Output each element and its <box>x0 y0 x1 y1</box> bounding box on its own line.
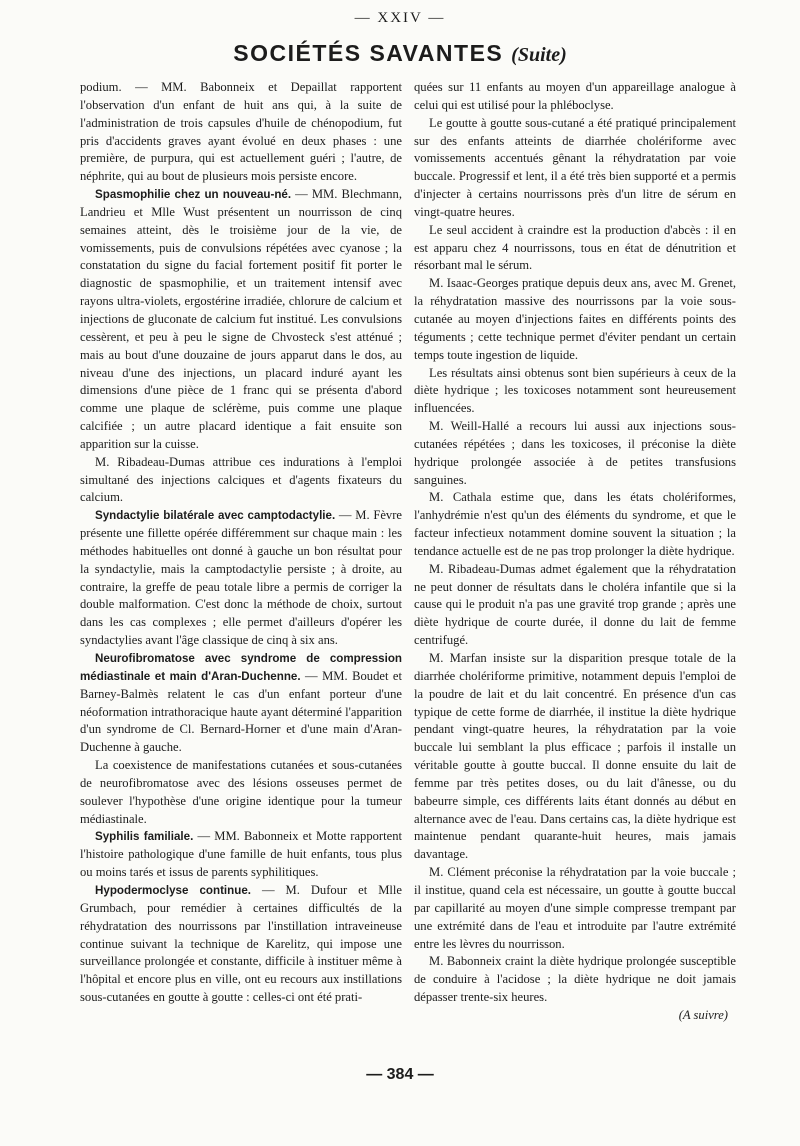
article-paragraph <box>80 507 402 650</box>
article-text: La coexistence de manifestations cutanées et sous-cutanées de neurofibromatose avec des lésions osseuses permet de soulever l'hypothèse d'une origine identique pour la tumeur médiastinale. <box>80 758 402 826</box>
article-paragraph: M. Cathala estime que, dans les états cholériformes, l'anhydrémie n'est qu'un des éléments du syndrome, et que le facteur infectieux notamment domine souvent la situation ; la tendance actuelle est de ne pas trop prolonger la diète hydrique. <box>414 490 736 558</box>
article-paragraph: quées sur 11 enfants au moyen d'un appareillage analogue à celui qui est utilisé pour la phléboclyse. <box>414 80 736 112</box>
left-column <box>80 79 402 1007</box>
article-paragraph <box>80 828 402 882</box>
article-text: — M. Fèvre présente une fillette opérée différemment sur chaque main : les méthodes habituelles ont donné à gauche un bon résultat pour la syndactylie, mais la camptodactylie persiste ; à droite, au contraire, la greffe de peau totale libre a permis de corriger la double malformation. C'est donc la méthode de choix, surtout dans les cas complexes ; elle permet d'ailleurs d'opérer les syndactylies avant l'âge classique de cinq à six ans. <box>80 508 402 648</box>
article-paragraph <box>80 186 402 454</box>
article-paragraph: M. Clément préconise la réhydratation par la voie buccale ; il institue, quand cela est nécessaire, un goutte à goutte buccal par capillarité au moyen d'une simple compresse trempant par une extrémité dans de l'eau et introduite par l'autre extrémité entre les lèvres du nourrisson. <box>414 865 736 951</box>
right-column <box>414 79 736 1025</box>
article-paragraph <box>80 79 402 186</box>
section-title: SOCIÉTÉS SAVANTES <box>233 40 504 66</box>
article-title: Hypodermoclyse continue. <box>95 883 251 897</box>
article-title: Syndactylie bilatérale avec camptodactylie. <box>95 509 336 523</box>
article-text: — MM. Boudet et Barney-Balmès relatent le cas d'un enfant porteur d'une néoformation intrathoracique haute ayant déterminé l'apparition d'un syndrome de Cl. Bernard-Horner et d'une main d'Aran-Duchenne à gauche. <box>80 668 403 755</box>
section-title-suffix: (Suite) <box>511 44 567 66</box>
article-paragraph: M. Babonneix craint la diète hydrique prolongée susceptible de conduire à l'acidose ; la diète hydrique ne doit jamais dépasser trente-six heures. <box>414 954 736 1005</box>
article-title: Syphilis familiale. <box>95 830 194 844</box>
article-paragraph: Les résultats ainsi obtenus sont bien supérieurs à ceux de la diète hydrique ; les toxicoses notamment sont heureusement influencées. <box>414 365 736 416</box>
article-paragraph <box>80 882 402 1007</box>
article-paragraph <box>80 454 402 508</box>
article-paragraph: M. Isaac-Georges pratique depuis deux ans, avec M. Grenet, la réhydratation massive des nourrissons par la voie sous-cutanée au moyen d'injections faites en différents points des téguments ; cette technique permet d'éviter pendant un certain temps toute ingestion de liquide. <box>414 276 736 362</box>
page-number: — 384 — <box>366 1066 434 1083</box>
article-paragraph <box>80 650 402 757</box>
article-text: M. Ribadeau-Dumas attribue ces indurations à l'emploi simultané des injections calciques et d'agents fixateurs du calcium. <box>80 454 402 505</box>
roman-page-number: — XXIV — <box>354 10 446 26</box>
article-paragraph <box>80 757 402 828</box>
article-text: — M. Dufour et Mlle Grumbach, pour remédier à certaines difficultés de la réhydratation des nourrissons par l'instillation intraveineuse continue suivant la technique de Karelitz, qui impose une surveillance prolongée et constante, difficile à instituer même à l'hôpital et encore plus en ville, ont eu recours aux instillations sous-cutanées en goutte à goutte : celles-ci ont été prati- <box>80 882 402 1005</box>
article-text: — MM. Blechmann, Landrieu et Mlle Wust présentent un nourrisson de cinq semaines atteint, dès le troisième jour de la vie, de vomissements, puis de convulsions répétées avec cyanose ; la constatation du signe du facial fortement positif fit porter le diagnostic de spasmophilie, et un traitement intensif avec rayons ultra-violets, ergostérine irradiée, chlorure de calcium et injections de gluconate de calcium fut institué. Les convulsions cessèrent, et peu à peu le signe de Chvosteck s'est atténué ; mais au bout d'une douzaine de jours apparut dans le dos, au niveau d'une des injections, un placard induré ayant les dimensions d'une pièce de 1 franc qui se présenta d'abord comme une plaque de sclérème, puis comme une plaque calcifiée ; un autre placard identique a fait ensuite son apparition sur la cuisse. <box>80 187 403 451</box>
article-paragraph: M. Marfan insiste sur la disparition presque totale de la diarrhée cholériforme primitive, notamment depuis l'emploi de la poudre de lait et du lait concentré. En présence d'un cas typique de cette forme de diarrhée, il institue la diète hydrique pendant vingt-quatre heures, la réhydratation par la voie buccale lui semblant la plus efficace ; parfois il installe un véritable goutte à goutte buccal. Il donne ensuite du lait de femme par très petites doses, ou du lait d'ânesse, ou du babeurre simple, ces différents laits étant donnés au début en alternance avec de l'eau. Dans certains cas, la diète hydrique est maintenue pendant quarante-huit heures, mais jamais davantage. <box>414 651 736 862</box>
article-paragraph: M. Ribadeau-Dumas admet également que la réhydratation ne peut donner de résultats dans le choléra infantile que si la cause qui le produit n'a pas une gravité trop grande ; après une diète hydrique de courte durée, il donne du lait de femme centrifugé. <box>414 561 736 648</box>
article-text: podium. — MM. Babonneix et Depaillat rapportent l'observation d'un enfant de huit ans qui, à la suite de l'administration de trois capsules d'huile de chénopodium, fut pris d'accidents graves ayant évolué en deux phases : une première, de purpura, qui est actuellement guéri ; l'autre, de néphrite, qui au bout de plusieurs mois persiste encore. <box>80 80 402 184</box>
section-header <box>0 40 800 67</box>
article-text: — MM. Babonneix et Motte rapportent l'histoire pathologique d'une famille de huit enfants, tous plus ou moins tarés et issus de parents syphilitiques. <box>80 829 403 880</box>
article-paragraph: Le seul accident à craindre est la production d'abcès : il en est apparu chez 4 nourrissons, tous en état de dénutrition et résorbant mal le sérum. <box>414 222 736 273</box>
article-paragraph: Le goutte à goutte sous-cutané a été pratiqué principalement sur des enfants atteints de diarrhée cholériforme avec vomissements accentués gênant la réhydratation par voie buccale. Progressif et lent, il a été très bien supporté et a permis d'injecter à certains nourrissons près d'un litre de sérum en vingt-quatre heures. <box>414 115 736 219</box>
article-paragraph: M. Weill-Hallé a recours lui aussi aux injections sous-cutanées répétées ; dans les toxicoses, il préconise la diète hydrique prolongée associée à de petites transfusions sanguines. <box>414 419 736 487</box>
continuation-note: (A suivre) <box>678 1007 728 1022</box>
article-title: Spasmophilie chez un nouveau-né. <box>95 188 292 202</box>
article-title: Neurofibromatose avec syndrome de compression médiastinale et main d'Aran-Duchenne. <box>80 652 402 683</box>
